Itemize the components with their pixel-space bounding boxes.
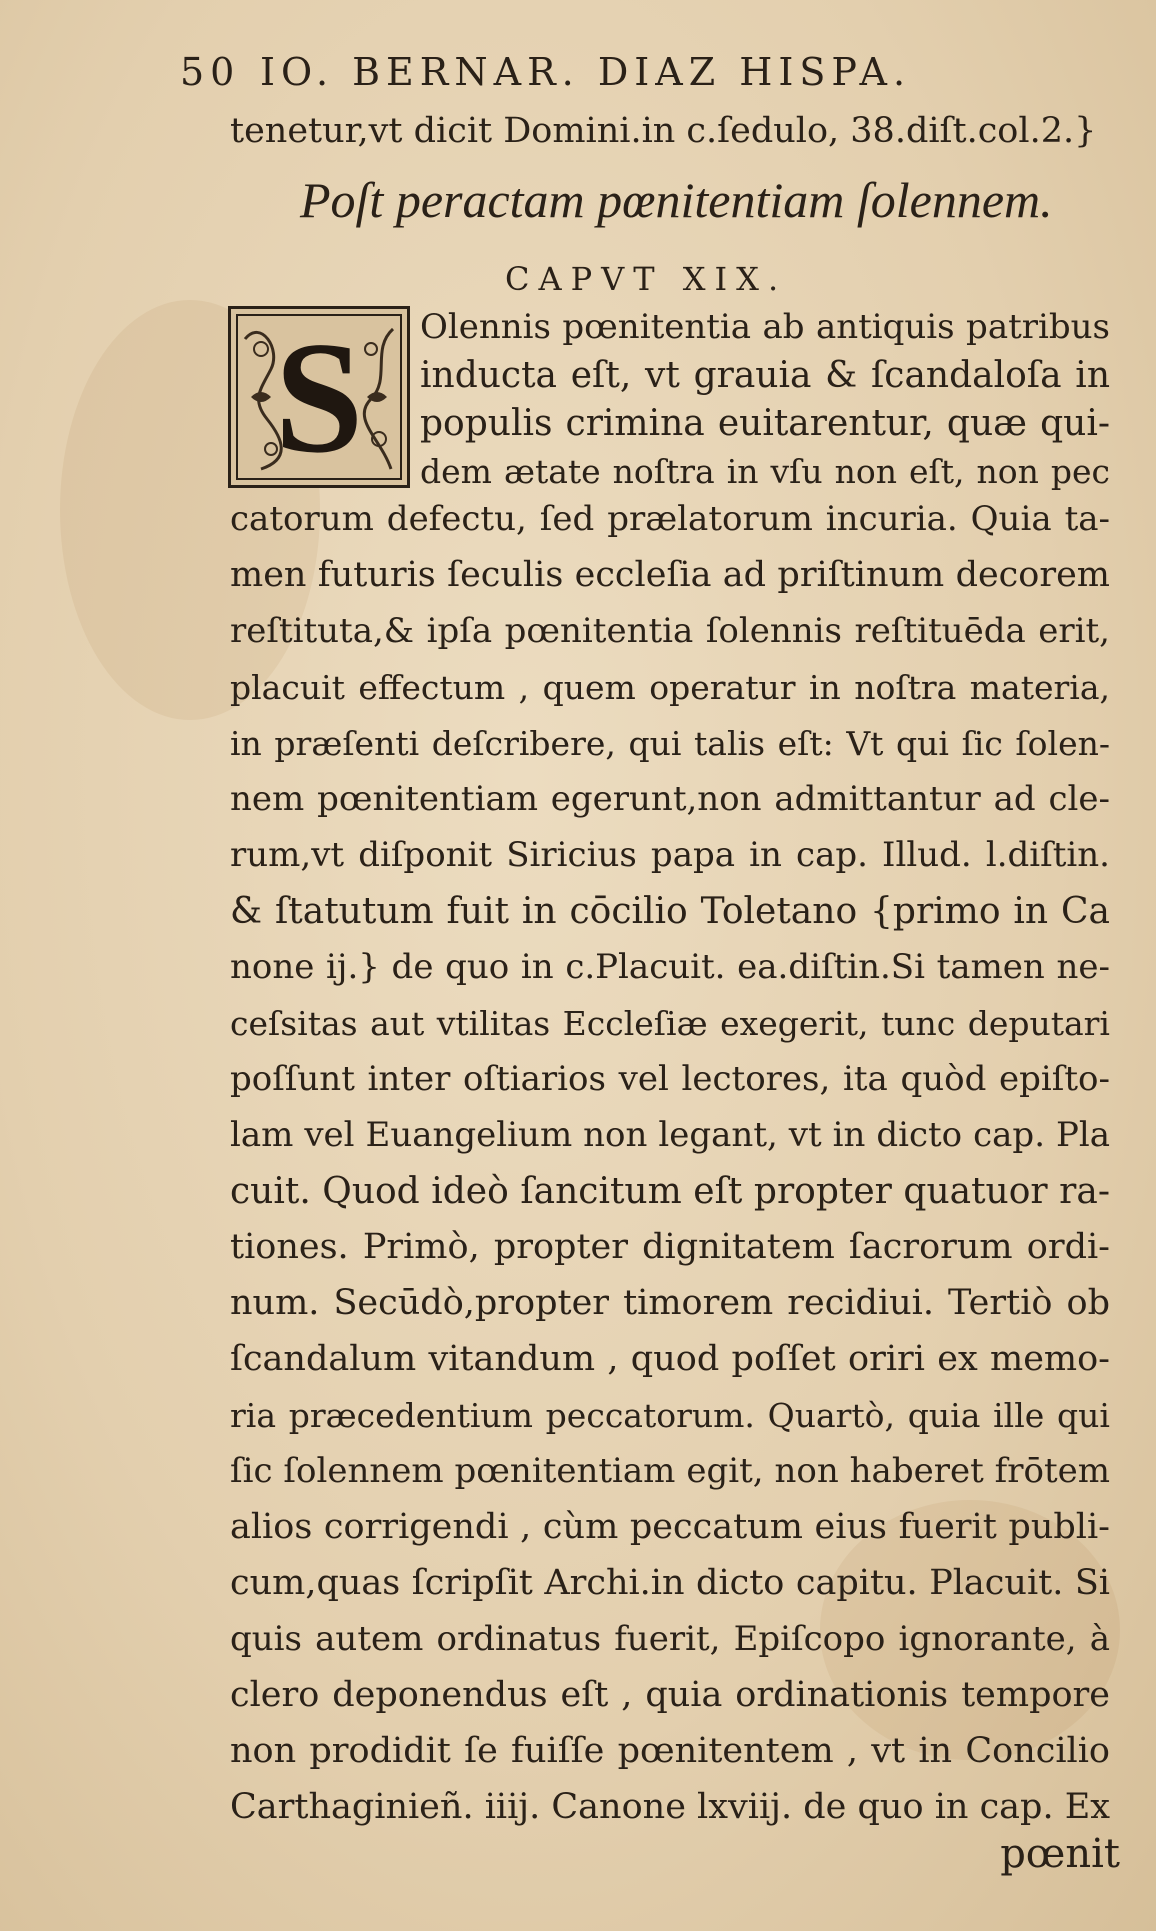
running-title: IO. BERNAR. DIAZ HISPA. — [260, 50, 912, 94]
text-line: men futuris ſeculis eccleſia ad priſtinum decorem — [230, 555, 1110, 595]
text-line: non prodidit ſe fuiſſe pœnitentem , vt in Concilio — [230, 1731, 1110, 1771]
text-line: Olennis pœnitentia ab antiquis patribus — [420, 307, 1110, 347]
text-line: inducta eſt, vt grauia & ſcandaloſa in — [420, 355, 1110, 396]
text-line: quis autem ordinatus fuerit, Epiſcopo ignorante, à — [230, 1619, 1110, 1659]
page-number: 50 — [180, 50, 241, 94]
text-line: ria præcedentium peccatorum. Quartò, quia ille qui — [230, 1396, 1110, 1435]
chapter-number: CAPVT XIX. — [505, 260, 788, 298]
text-line: clero deponendus eſt , quia ordinationis tempore — [230, 1675, 1110, 1715]
text-line: poſſunt inter oſtiarios vel lectores, ita quòd epiſto- — [230, 1059, 1110, 1099]
text-line: num. Secūdò,propter timorem recidiui. Tertiò ob — [230, 1283, 1110, 1323]
text-line: lam vel Euangelium non legant, vt in dicto cap. Pla — [230, 1115, 1110, 1155]
text-line: reſtituta,& ipſa pœnitentia ſolennis reſtituēda erit, — [230, 611, 1110, 651]
text-line: tiones. Primò, propter dignitatem ſacrorum ordi- — [230, 1227, 1110, 1267]
drop-cap-letter: S — [274, 308, 364, 486]
catchword: pœnit — [1000, 1831, 1120, 1877]
text-line: ſcandalum vitandum , quod poſſet oriri ex memo- — [230, 1339, 1110, 1379]
text-line: catorum defectu, ſed prælatorum incuria. Quia ta- — [230, 499, 1110, 539]
decorated-initial — [228, 306, 410, 488]
text-line: cum,quas ſcripſit Archi.in dicto capitu. Placuit. Si — [230, 1563, 1110, 1603]
text-line: rum,vt diſponit Siricius papa in cap. Illud. l.diſtin. — [230, 835, 1110, 875]
running-header — [180, 50, 1080, 106]
text-line: Carthaginieñ. iiij. Canone lxviij. de quo in cap. Ex — [230, 1787, 1110, 1827]
text-line: & ſtatutum fuit in cōcilio Toletano {primo in Ca — [230, 891, 1110, 932]
text-line: none ij.} de quo in c.Placuit. ea.diſtin.Si tamen ne- — [230, 947, 1110, 987]
text-line: cuit. Quod ideò ſancitum eſt propter quatuor ra- — [230, 1171, 1110, 1212]
text-line: populis crimina euitarentur, quæ qui- — [420, 403, 1110, 444]
text-line: dem ætate noſtra in vſu non eſt, non pec — [420, 452, 1110, 491]
text-line: tenetur,vt dicit Domini.in c.ſedulo, 38.diſt.col.2.} — [230, 111, 1097, 151]
text-line: in præſenti deſcribere, qui talis eſt: Vt qui ſic ſolen- — [230, 724, 1110, 763]
text-line: alios corrigendi , cùm peccatum eius fuerit publi- — [230, 1507, 1110, 1547]
text-line: ſic ſolennem pœnitentiam egit, non haberet frōtem — [230, 1451, 1110, 1491]
text-line: nem pœnitentiam egerunt,non admittantur ad cle- — [230, 779, 1110, 819]
text-line: ceſsitas aut vtilitas Eccleſiæ exegerit, tunc deputari — [230, 1004, 1110, 1043]
chapter-heading: Poſt peractam pœnitentiam ſolennem. — [300, 172, 1053, 228]
text-line: placuit effectum , quem operatur in noſtra materia, — [230, 668, 1110, 707]
